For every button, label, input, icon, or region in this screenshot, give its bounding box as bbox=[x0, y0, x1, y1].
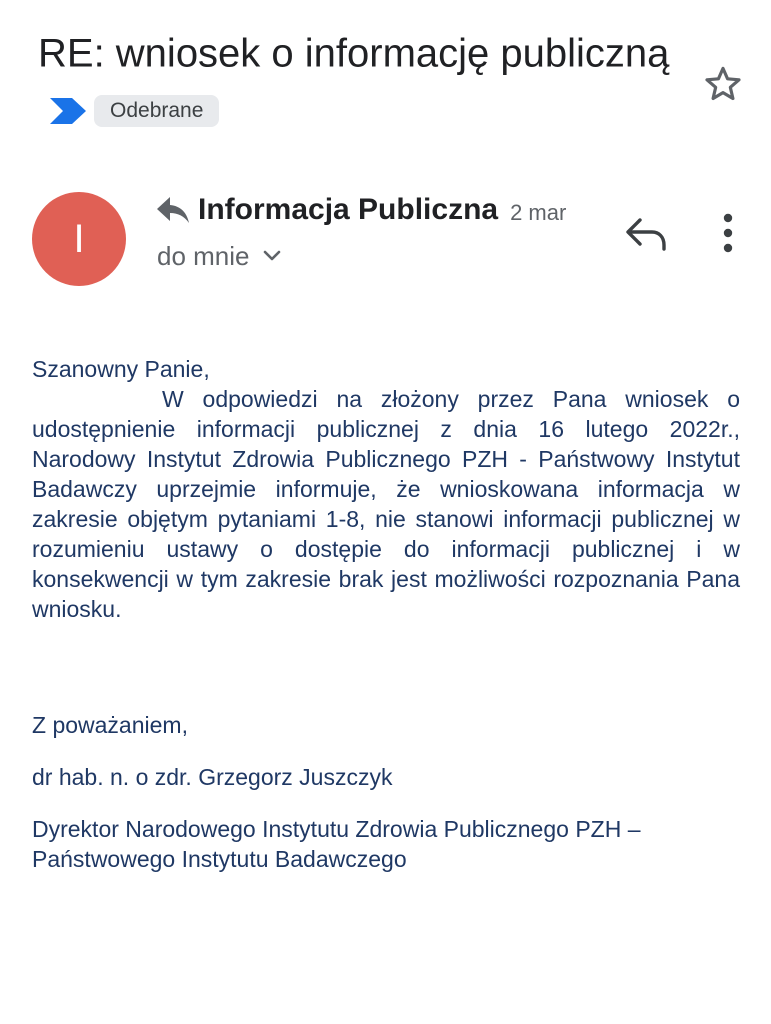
email-date: 2 mar bbox=[510, 200, 567, 225]
body-paragraph: W odpowiedzi na złożony przez Pana wniosek o udostępnienie informacji publicznej z dnia 16 lutego 2022r., Narodowy Instytut Zdrowia Publicznego PZH - Państwowy Instytut Badawczy uprzejmie informuje, że wnioskowana informacja w zakresie objętym pytaniami 1-8, nie stanowi informacji publicznej w rozumieniu ustawy o dostępie do informacji publicznej i w konsekwencji w tym zakresie brak jest możliwości rozpoznania Pana wniosku. bbox=[32, 386, 740, 622]
importance-marker-icon[interactable] bbox=[50, 98, 86, 124]
closing: Z poważaniem, bbox=[32, 712, 188, 738]
more-vert-icon[interactable] bbox=[712, 210, 744, 256]
chevron-down-icon bbox=[262, 249, 282, 263]
sender-row bbox=[156, 188, 566, 232]
greeting: Szanowny Panie, bbox=[32, 356, 210, 382]
reply-icon[interactable] bbox=[622, 214, 670, 254]
email-subject bbox=[38, 22, 678, 140]
replied-arrow-icon bbox=[156, 195, 190, 225]
signer-title: Dyrektor Narodowego Instytutu Zdrowia Publicznego PZH – Państwowego Instytutu Badawczego bbox=[32, 816, 641, 872]
signer-name: dr hab. n. o zdr. Grzegorz Juszczyk bbox=[32, 764, 393, 790]
email-body bbox=[32, 354, 740, 874]
recipient-label: do mnie bbox=[157, 240, 250, 271]
subject-text: RE: wniosek o informację publiczną bbox=[38, 31, 670, 76]
avatar[interactable]: I bbox=[32, 192, 126, 286]
sender-name[interactable]: Informacja Publiczna bbox=[198, 193, 499, 226]
recipient-toggle[interactable] bbox=[157, 238, 282, 274]
label-badge[interactable]: Odebrane bbox=[94, 95, 219, 127]
star-outline-icon[interactable] bbox=[703, 64, 743, 104]
